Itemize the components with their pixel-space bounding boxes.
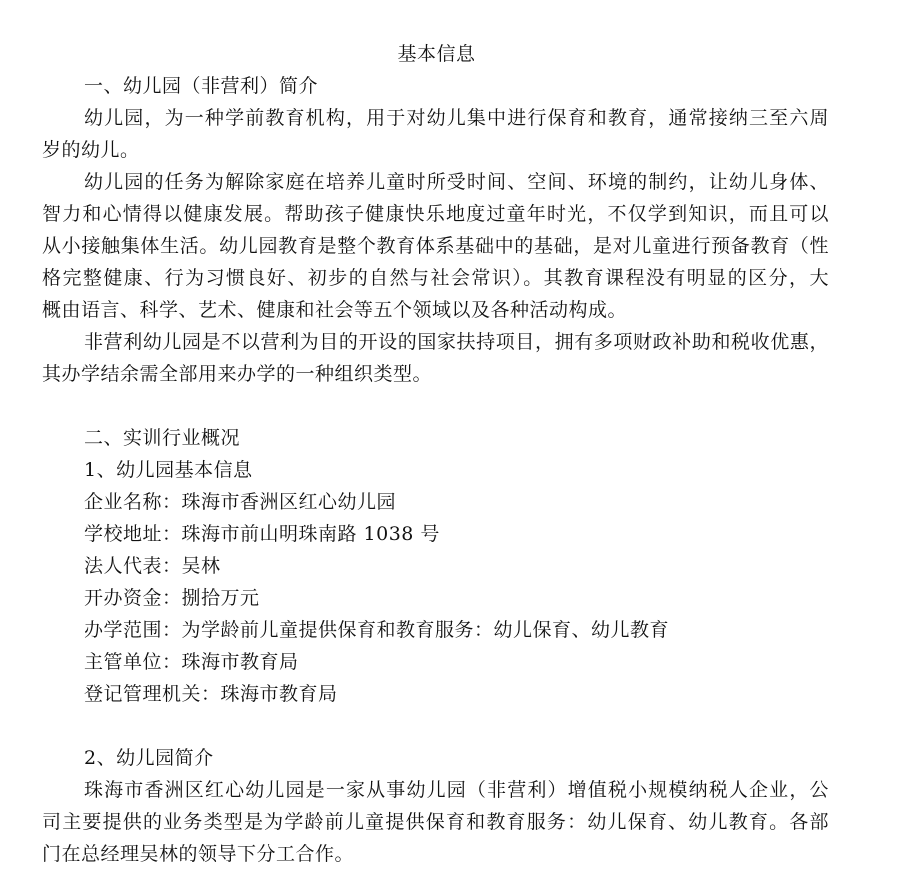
field-founding-capital: 开办资金：捌拾万元 — [84, 587, 260, 609]
section2-sub2-heading: 2、幼儿园简介 — [84, 747, 214, 769]
field-legal-representative: 法人代表：吴林 — [84, 555, 221, 577]
section1-para2-line3: 从小接触集体生活。幼儿园教育是整个教育体系基础中的基础，是对儿童进行预备教育（性 — [42, 235, 829, 257]
page-title: 基本信息 — [397, 43, 476, 65]
field-company-name: 企业名称：珠海市香洲区红心幼儿园 — [84, 491, 397, 513]
section1-para1-line2: 岁的幼儿。 — [42, 139, 140, 161]
field-registration-authority: 登记管理机关：珠海市教育局 — [84, 683, 338, 705]
section2-sub2-line2: 司主要提供的业务类型是为学龄前儿童提供保育和教育服务：幼儿保育、幼儿教育。各部 — [42, 811, 829, 833]
section2-heading: 二、实训行业概况 — [84, 427, 241, 449]
section1-para1-line1: 幼儿园，为一种学前教育机构，用于对幼儿集中进行保育和教育，通常接纳三至六周 — [84, 107, 829, 129]
section1-para2-line4: 格完整健康、行为习惯良好、初步的自然与社会常识）。其教育课程没有明显的区分，大 — [42, 267, 829, 289]
section1-para2-line1: 幼儿园的任务为解除家庭在培养儿童时所受时间、空间、环境的制约，让幼儿身体、 — [84, 171, 829, 193]
section1-heading: 一、幼儿园（非营利）简介 — [84, 75, 319, 97]
section1-para3-line2: 其办学结余需全部用来办学的一种组织类型。 — [42, 363, 433, 385]
section2-sub2-line3: 门在总经理吴林的领导下分工合作。 — [42, 843, 355, 865]
section2-sub1-heading: 1、幼儿园基本信息 — [84, 459, 253, 481]
field-scope: 办学范围：为学龄前儿童提供保育和教育服务：幼儿保育、幼儿教育 — [84, 619, 670, 641]
section2-sub2-line1: 珠海市香洲区红心幼儿园是一家从事幼儿园（非营利）增值税小规模纳税人企业，公 — [84, 779, 829, 801]
section1-para2-line2: 智力和心情得以健康发展。帮助孩子健康快乐地度过童年时光，不仅学到知识，而且可以 — [42, 203, 829, 225]
field-school-address: 学校地址：珠海市前山明珠南路 1038 号 — [84, 523, 440, 545]
section1-para3-line1: 非营利幼儿园是不以营利为目的开设的国家扶持项目，拥有多项财政补助和税收优惠， — [84, 331, 829, 353]
field-supervisor: 主管单位：珠海市教育局 — [84, 651, 299, 673]
section1-para2-line5: 概由语言、科学、艺术、健康和社会等五个领域以及各种活动构成。 — [42, 299, 628, 321]
